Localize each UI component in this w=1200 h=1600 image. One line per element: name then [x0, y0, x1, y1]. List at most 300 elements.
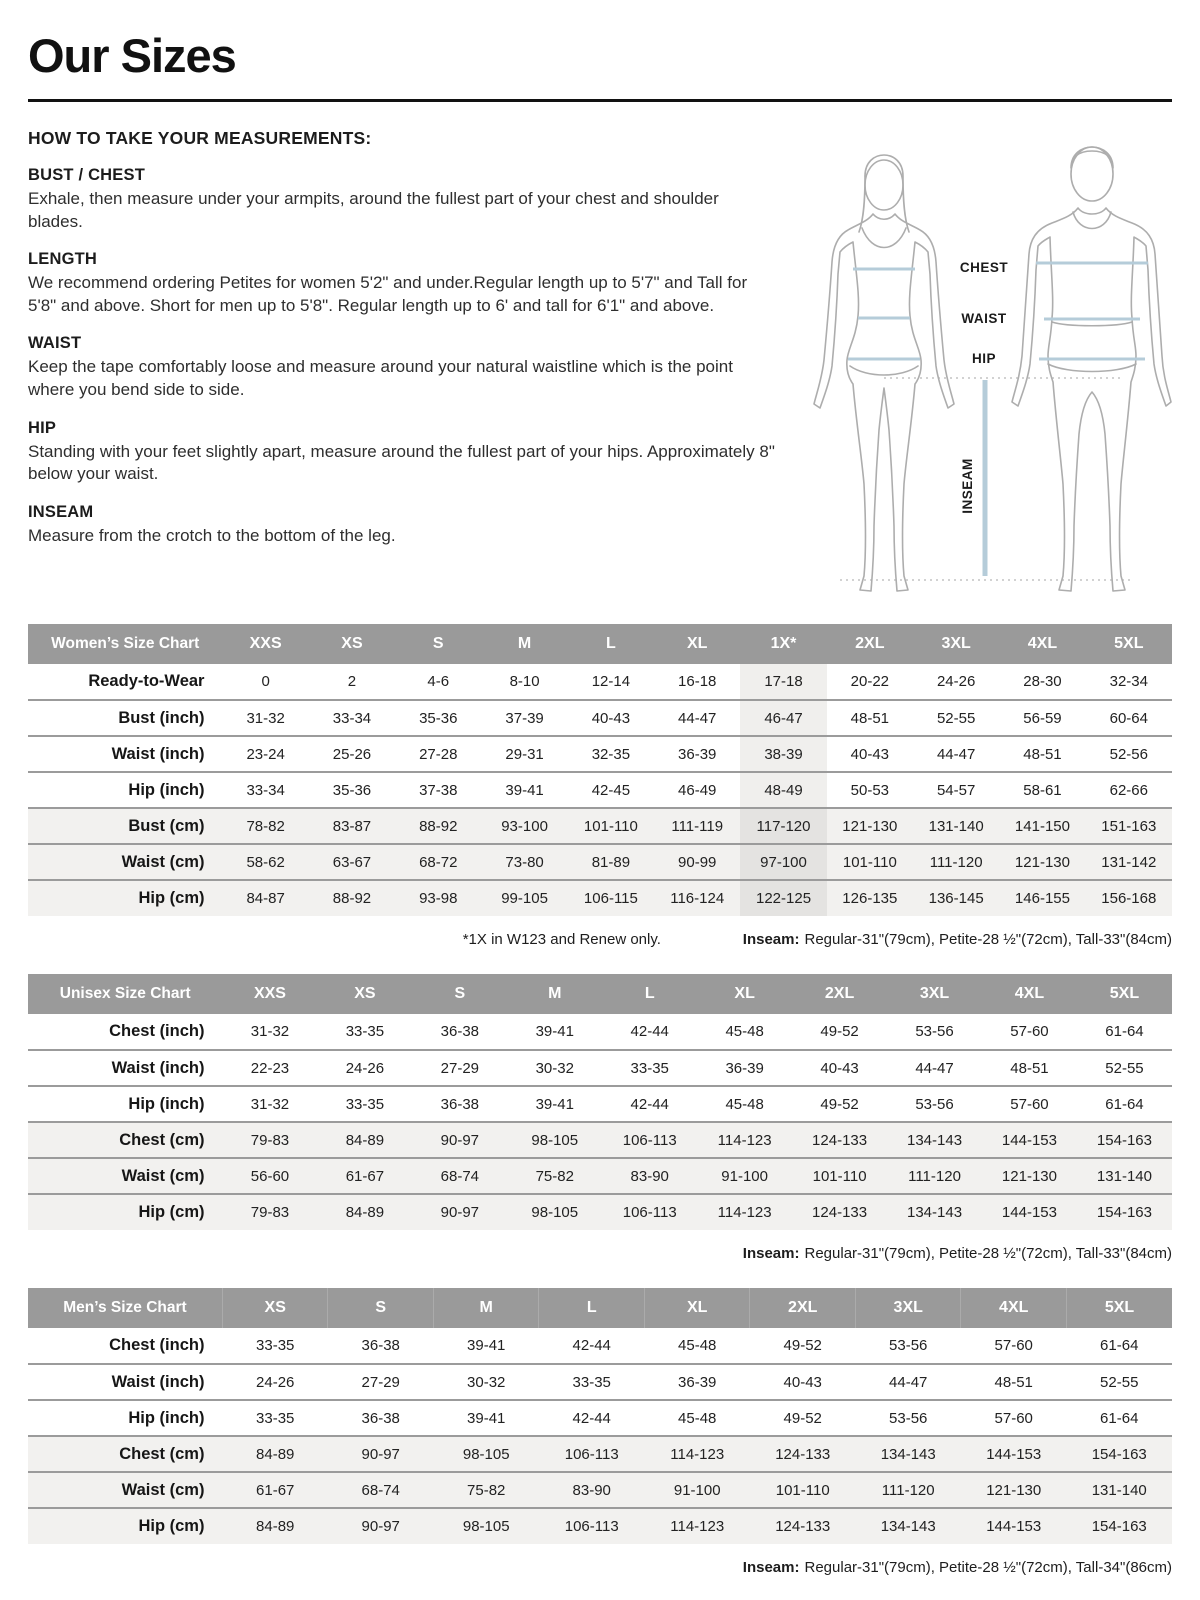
- size-cell: 68-72: [419, 853, 458, 871]
- table-row: [28, 1508, 1172, 1544]
- size-cell: 32-35: [591, 745, 631, 763]
- size-cell: 154-163: [1096, 1204, 1152, 1221]
- size-cell: 49-52: [783, 1409, 822, 1427]
- womens-inseam-note: [743, 931, 1172, 948]
- size-cell: 36-38: [361, 1337, 400, 1354]
- row-label: Hip (cm): [138, 889, 205, 907]
- size-cell: 124-133: [812, 1131, 868, 1149]
- size-cell: 93-100: [501, 817, 548, 835]
- table-row: [28, 1014, 1172, 1050]
- size-cell: 57-60: [994, 1409, 1033, 1427]
- size-cell: 16-18: [678, 673, 717, 690]
- size-cell: 124-133: [812, 1204, 868, 1221]
- size-cell: 42-44: [630, 1095, 669, 1113]
- size-cell: 22-23: [250, 1059, 290, 1077]
- size-cell: 154-163: [1091, 1518, 1147, 1535]
- size-column-header: 5XL: [1066, 1288, 1172, 1328]
- size-column-header: M: [507, 974, 602, 1014]
- size-cell: 48-49: [740, 772, 826, 808]
- measurement-item-heading: WAIST: [28, 334, 82, 353]
- measurement-item-heading: HIP: [28, 418, 57, 437]
- womens-size-chart-section: [28, 624, 1172, 948]
- instructions-text-column: [28, 126, 776, 547]
- size-cell: 116-124: [670, 890, 725, 907]
- size-cell: 42-44: [572, 1337, 611, 1354]
- size-cell: 84-89: [345, 1131, 385, 1149]
- size-cell: 45-48: [725, 1023, 764, 1040]
- size-column-header: 1X*: [740, 624, 826, 664]
- size-cell: 44-47: [915, 1059, 954, 1077]
- size-cell: 48-51: [994, 1373, 1033, 1391]
- size-cell: 53-56: [889, 1337, 928, 1354]
- size-cell: 114-123: [717, 1204, 772, 1221]
- woman-outline: [814, 155, 954, 591]
- man-outline: [1012, 147, 1171, 591]
- size-column-header: 3XL: [855, 1288, 961, 1328]
- table-row: [28, 1086, 1172, 1122]
- table-header-row: [28, 974, 1172, 1014]
- size-cell: 48-51: [1010, 1059, 1049, 1077]
- inseam-note-text: Regular-31"(79cm), Petite-28 ½"(72cm), Tall-33"(84cm): [804, 931, 1172, 948]
- size-cell: 134-143: [906, 1204, 963, 1221]
- size-cell: 88-92: [419, 817, 458, 835]
- size-cell: 91-100: [673, 1481, 721, 1499]
- size-cell: 122-125: [740, 880, 826, 916]
- table-row: [28, 1050, 1172, 1086]
- row-label: Chest (inch): [109, 1022, 205, 1040]
- size-cell: 84-89: [256, 1518, 295, 1535]
- row-label: Chest (cm): [119, 1444, 205, 1463]
- measurement-instructions-section: [28, 126, 1172, 598]
- measurement-item-hip: [28, 419, 776, 486]
- measurement-item-waist: [28, 334, 776, 401]
- size-cell: 106-115: [583, 890, 638, 907]
- size-cell: 36-39: [678, 1373, 717, 1391]
- size-cell: 114-123: [670, 1445, 725, 1463]
- size-cell: 141-150: [1014, 817, 1070, 835]
- size-cell: 42-44: [572, 1409, 611, 1427]
- table-row: [28, 736, 1172, 772]
- row-label: Waist (inch): [111, 1372, 205, 1391]
- size-cell: 8-10: [509, 673, 540, 690]
- size-column-header: S: [412, 974, 507, 1014]
- size-cell: 75-82: [535, 1167, 574, 1185]
- size-cell: 57-60: [1010, 1095, 1049, 1113]
- size-cell: 111-120: [908, 1167, 961, 1185]
- row-label: Waist (inch): [111, 744, 205, 763]
- size-cell: 98-105: [462, 1445, 510, 1463]
- size-cell: 58-62: [246, 853, 285, 871]
- size-cell: 57-60: [994, 1337, 1033, 1354]
- table-header-row: [28, 1288, 1172, 1328]
- size-cell: 31-32: [250, 1095, 290, 1113]
- size-cell: 49-52: [820, 1095, 859, 1113]
- size-cell: 111-120: [881, 1481, 935, 1499]
- size-cell: 68-74: [361, 1481, 400, 1499]
- size-cell: 31-32: [246, 709, 285, 727]
- table-row: [28, 1436, 1172, 1472]
- size-cell: 29-31: [505, 745, 544, 763]
- size-column-header: 2XL: [827, 624, 913, 664]
- table-title: Unisex Size Chart: [28, 974, 222, 1014]
- size-cell: 44-47: [936, 745, 976, 763]
- row-label: Ready-to-Wear: [88, 672, 205, 690]
- size-cell: 39-41: [505, 781, 544, 799]
- size-cell: 52-56: [1109, 745, 1148, 763]
- size-cell: 37-38: [419, 781, 458, 799]
- size-cell: 45-48: [725, 1095, 764, 1113]
- row-label: Chest (cm): [119, 1130, 205, 1149]
- size-cell: 68-74: [440, 1167, 480, 1185]
- size-cell: 52-55: [936, 709, 976, 727]
- row-label: Hip (inch): [128, 1094, 205, 1113]
- size-cell: 58-61: [1023, 781, 1062, 799]
- size-cell: 117-120: [740, 808, 826, 844]
- size-cell: 84-89: [345, 1204, 385, 1221]
- measurement-item-text: Measure from the crotch to the bottom of the leg.: [28, 525, 396, 545]
- unisex-size-chart-section: [28, 974, 1172, 1262]
- size-cell: 44-47: [889, 1373, 928, 1391]
- size-cell: 35-36: [419, 709, 458, 727]
- size-cell: 53-56: [915, 1023, 954, 1040]
- size-cell: 114-123: [717, 1131, 772, 1149]
- size-cell: 93-98: [419, 890, 458, 907]
- waist-label: WAIST: [961, 311, 1007, 326]
- size-cell: 33-35: [256, 1337, 295, 1354]
- size-cell: 111-120: [929, 853, 983, 871]
- size-cell: 121-130: [1014, 853, 1070, 871]
- size-cell: 39-41: [467, 1337, 506, 1354]
- size-cell: 62-66: [1109, 781, 1148, 799]
- size-cell: 36-38: [440, 1095, 480, 1113]
- size-cell: 33-35: [345, 1023, 385, 1040]
- size-cell: 121-130: [842, 817, 898, 835]
- size-cell: 60-64: [1109, 709, 1148, 727]
- size-cell: 61-64: [1100, 1409, 1139, 1427]
- chest-label: CHEST: [959, 260, 1009, 275]
- table-row: [28, 1472, 1172, 1508]
- row-label: Bust (cm): [128, 816, 205, 835]
- size-cell: 90-97: [440, 1131, 480, 1149]
- row-label: Hip (cm): [138, 1517, 205, 1535]
- size-cell: 32-34: [1109, 673, 1148, 690]
- size-cell: 88-92: [332, 890, 372, 907]
- size-cell: 25-26: [332, 745, 372, 763]
- size-cell: 90-97: [361, 1518, 400, 1535]
- size-cell: 52-55: [1100, 1373, 1139, 1391]
- table-row: [28, 700, 1172, 736]
- size-cell: 33-35: [345, 1095, 385, 1113]
- row-label: Waist (cm): [121, 1166, 205, 1185]
- size-cell: 97-100: [740, 844, 826, 880]
- size-cell: 36-39: [678, 745, 717, 763]
- size-column-header: 3XL: [913, 624, 999, 664]
- measurement-item-heading: BUST / CHEST: [28, 166, 145, 184]
- size-cell: 20-22: [850, 673, 890, 690]
- size-cell: 40-43: [591, 709, 631, 727]
- size-cell: 40-43: [783, 1373, 822, 1391]
- table-row: [28, 844, 1172, 880]
- size-cell: 90-97: [361, 1445, 400, 1463]
- size-cell: 121-130: [1001, 1167, 1057, 1185]
- size-cell: 73-80: [505, 853, 544, 871]
- measurement-item-text: We recommend ordering Petites for women 5'2" and under.Regular length up to 5'7" and Tall for 5'8" and above. Short for men up to 5'8". Regular length up to 6' and tall for 6'1" and above.: [28, 273, 748, 315]
- size-cell: 99-105: [501, 890, 548, 907]
- size-cell: 106-113: [622, 1131, 677, 1149]
- measurement-item-length: [28, 250, 776, 317]
- size-column-header: L: [539, 1288, 645, 1328]
- size-cell: 36-38: [440, 1023, 480, 1040]
- table-row: [28, 1328, 1172, 1364]
- mens-size-chart-section: [28, 1288, 1172, 1576]
- size-cell: 131-142: [1101, 853, 1157, 871]
- size-cell: 98-105: [531, 1131, 579, 1149]
- size-cell: 131-140: [1091, 1481, 1147, 1499]
- size-cell: 36-38: [361, 1409, 400, 1427]
- size-cell: 151-163: [1101, 817, 1157, 835]
- size-cell: 81-89: [591, 853, 631, 871]
- size-cell: 39-41: [535, 1095, 574, 1113]
- size-cell: 154-163: [1091, 1445, 1147, 1463]
- size-cell: 134-143: [880, 1445, 936, 1463]
- size-cell: 24-26: [256, 1373, 295, 1391]
- size-cell: 27-29: [440, 1059, 480, 1077]
- size-cell: 61-64: [1105, 1095, 1144, 1113]
- size-cell: 39-41: [467, 1409, 506, 1427]
- size-cell: 30-32: [467, 1373, 506, 1391]
- size-cell: 54-57: [936, 781, 976, 799]
- row-label: Waist (inch): [111, 1058, 205, 1077]
- size-cell: 106-113: [622, 1204, 677, 1221]
- size-cell: 144-153: [986, 1518, 1042, 1535]
- size-cell: 61-64: [1105, 1023, 1144, 1040]
- size-cell: 48-51: [1023, 745, 1062, 763]
- size-column-header: 4XL: [961, 1288, 1067, 1328]
- inseam-note-text: Regular-31"(79cm), Petite-28 ½"(72cm), Tall-34"(86cm): [804, 1559, 1172, 1576]
- size-column-header: XL: [697, 974, 792, 1014]
- row-label: Hip (cm): [138, 1203, 205, 1221]
- size-cell: 61-67: [345, 1167, 385, 1185]
- size-cell: 12-14: [591, 673, 631, 690]
- size-cell: 111-119: [671, 817, 724, 835]
- size-column-header: XL: [644, 1288, 750, 1328]
- inseam-note-label: Inseam:: [742, 1245, 800, 1262]
- size-cell: 39-41: [535, 1023, 574, 1040]
- size-cell: 31-32: [250, 1023, 290, 1040]
- table-row: [28, 1122, 1172, 1158]
- hip-label: HIP: [971, 351, 997, 366]
- inseam-label: INSEAM: [960, 458, 975, 514]
- size-cell: 136-145: [928, 890, 984, 907]
- table-title: Women’s Size Chart: [28, 624, 222, 664]
- size-cell: 27-28: [419, 745, 458, 763]
- measurement-item-text: Keep the tape comfortably loose and measure around your natural waistline which is the point where you bend side to side.: [28, 357, 733, 400]
- size-cell: 131-140: [928, 817, 984, 835]
- size-column-header: 5XL: [1086, 624, 1172, 664]
- size-cell: 124-133: [775, 1445, 831, 1463]
- size-cell: 36-39: [725, 1059, 764, 1077]
- size-cell: 75-82: [467, 1481, 506, 1499]
- row-label: Bust (inch): [118, 708, 205, 727]
- size-cell: 83-90: [630, 1167, 669, 1185]
- size-column-header: XS: [222, 1288, 328, 1328]
- size-column-header: L: [602, 974, 697, 1014]
- mens-size-chart-table: [28, 1288, 1172, 1544]
- size-cell: 79-83: [250, 1131, 290, 1149]
- size-column-header: XS: [317, 974, 412, 1014]
- size-cell: 56-59: [1023, 709, 1062, 727]
- size-cell: 2: [347, 673, 357, 690]
- size-column-header: 2XL: [792, 974, 887, 1014]
- size-cell: 33-34: [332, 709, 372, 727]
- table-row: [28, 772, 1172, 808]
- page-title: Our Sizes: [28, 29, 236, 82]
- table-row: [28, 880, 1172, 916]
- inseam-note-label: Inseam:: [742, 931, 800, 948]
- size-cell: 40-43: [820, 1059, 859, 1077]
- size-cell: 61-64: [1100, 1337, 1139, 1354]
- size-column-header: XXS: [222, 624, 308, 664]
- size-cell: 28-30: [1023, 673, 1062, 690]
- inseam-note-text: Regular-31"(79cm), Petite-28 ½"(72cm), Tall-33"(84cm): [804, 1245, 1172, 1262]
- measurement-item-bust-chest: [28, 166, 776, 233]
- size-cell: 144-153: [986, 1445, 1042, 1463]
- size-cell: 154-163: [1096, 1131, 1152, 1149]
- size-cell: 121-130: [986, 1481, 1042, 1499]
- size-column-header: S: [328, 1288, 434, 1328]
- size-column-header: XXS: [222, 974, 317, 1014]
- unisex-size-chart-table: [28, 974, 1172, 1230]
- size-cell: 46-47: [740, 700, 826, 736]
- table-title: Men’s Size Chart: [28, 1288, 222, 1328]
- size-cell: 101-110: [842, 853, 897, 871]
- measurement-item-heading: INSEAM: [28, 502, 94, 521]
- size-cell: 48-51: [850, 709, 890, 727]
- size-cell: 106-113: [564, 1518, 619, 1535]
- row-label: Waist (cm): [121, 852, 205, 871]
- size-cell: 63-67: [332, 853, 372, 871]
- footnote-1x: *1X in W123 and Renew only.: [462, 931, 661, 948]
- size-column-header: 5XL: [1077, 974, 1172, 1014]
- unisex-inseam-note: [743, 1245, 1172, 1262]
- size-cell: 33-35: [256, 1409, 295, 1427]
- size-cell: 30-32: [535, 1059, 574, 1077]
- size-cell: 33-34: [246, 781, 285, 799]
- table-row: [28, 664, 1172, 700]
- size-column-header: 4XL: [982, 974, 1077, 1014]
- size-cell: 90-97: [440, 1204, 480, 1221]
- size-cell: 44-47: [678, 709, 717, 727]
- row-label: Hip (inch): [128, 1408, 205, 1427]
- size-cell: 83-90: [572, 1481, 611, 1499]
- mens-inseam-note: [743, 1559, 1172, 1576]
- size-cell: 134-143: [906, 1131, 963, 1149]
- table-row: [28, 1158, 1172, 1194]
- size-cell: 78-82: [246, 817, 285, 835]
- womens-size-chart-table: [28, 624, 1172, 916]
- size-cell: 84-87: [246, 890, 285, 907]
- row-label: Waist (cm): [121, 1480, 205, 1499]
- table-header-row: [28, 624, 1172, 664]
- size-cell: 57-60: [1010, 1023, 1049, 1040]
- measurement-item-text: Standing with your feet slightly apart, measure around the fullest part of your hips. Approximately 8" below your waist.: [28, 441, 775, 484]
- measurement-item-heading: LENGTH: [28, 250, 98, 269]
- how-to-heading: HOW TO TAKE YOUR MEASUREMENTS:: [28, 128, 372, 148]
- size-cell: 156-168: [1101, 890, 1157, 907]
- size-cell: 134-143: [880, 1518, 936, 1535]
- size-cell: 53-56: [915, 1095, 954, 1113]
- size-cell: 101-110: [812, 1167, 867, 1185]
- size-cell: 49-52: [820, 1023, 859, 1040]
- table-row: [28, 808, 1172, 844]
- size-cell: 17-18: [740, 664, 826, 700]
- size-cell: 106-113: [564, 1445, 619, 1463]
- size-cell: 83-87: [332, 817, 372, 835]
- size-column-header: XL: [654, 624, 740, 664]
- row-label: Hip (inch): [128, 780, 205, 799]
- table-row: [28, 1400, 1172, 1436]
- size-cell: 98-105: [531, 1204, 579, 1221]
- size-cell: 42-45: [591, 781, 631, 799]
- size-cell: 45-48: [678, 1409, 717, 1427]
- size-cell: 45-48: [678, 1337, 717, 1354]
- size-cell: 146-155: [1014, 890, 1070, 907]
- size-cell: 124-133: [775, 1518, 831, 1535]
- size-cell: 144-153: [1001, 1204, 1057, 1221]
- unisex-table-notes: [28, 1245, 1172, 1262]
- size-column-header: L: [568, 624, 654, 664]
- size-cell: 35-36: [332, 781, 372, 799]
- body-measurement-diagram: [776, 126, 1172, 598]
- size-column-header: 3XL: [887, 974, 982, 1014]
- size-cell: 24-26: [936, 673, 976, 690]
- size-cell: 33-35: [630, 1059, 669, 1077]
- size-cell: 24-26: [345, 1059, 385, 1077]
- size-cell: 38-39: [740, 736, 826, 772]
- measurement-item-text: Exhale, then measure under your armpits, around the fullest part of your chest and shoulder blades.: [28, 189, 719, 231]
- table-row: [28, 1364, 1172, 1400]
- size-column-header: XS: [309, 624, 395, 664]
- table-row: [28, 1194, 1172, 1230]
- size-cell: 42-44: [630, 1023, 669, 1040]
- size-cell: 27-29: [361, 1373, 400, 1391]
- size-cell: 90-99: [678, 853, 717, 871]
- size-cell: 50-53: [850, 781, 890, 799]
- size-cell: 49-52: [783, 1337, 822, 1354]
- row-label: Chest (inch): [109, 1336, 205, 1354]
- size-cell: 52-55: [1105, 1059, 1144, 1077]
- size-cell: 144-153: [1001, 1131, 1057, 1149]
- size-cell: 40-43: [850, 745, 890, 763]
- size-cell: 33-35: [572, 1373, 611, 1391]
- size-cell: 101-110: [775, 1481, 830, 1499]
- size-column-header: S: [395, 624, 481, 664]
- inseam-note-label: Inseam:: [742, 1559, 800, 1576]
- size-cell: 91-100: [721, 1167, 768, 1185]
- size-cell: 131-140: [1096, 1167, 1152, 1185]
- size-column-header: 4XL: [999, 624, 1085, 664]
- title-divider: [28, 99, 1172, 102]
- womens-table-notes: [28, 931, 1172, 948]
- measurement-item-inseam: [28, 503, 776, 548]
- size-cell: 53-56: [889, 1409, 928, 1427]
- size-cell: 61-67: [256, 1481, 295, 1499]
- size-cell: 46-49: [678, 781, 717, 799]
- size-cell: 98-105: [462, 1518, 510, 1535]
- mens-table-notes: [28, 1559, 1172, 1576]
- size-column-header: M: [433, 1288, 539, 1328]
- size-cell: 37-39: [505, 709, 544, 727]
